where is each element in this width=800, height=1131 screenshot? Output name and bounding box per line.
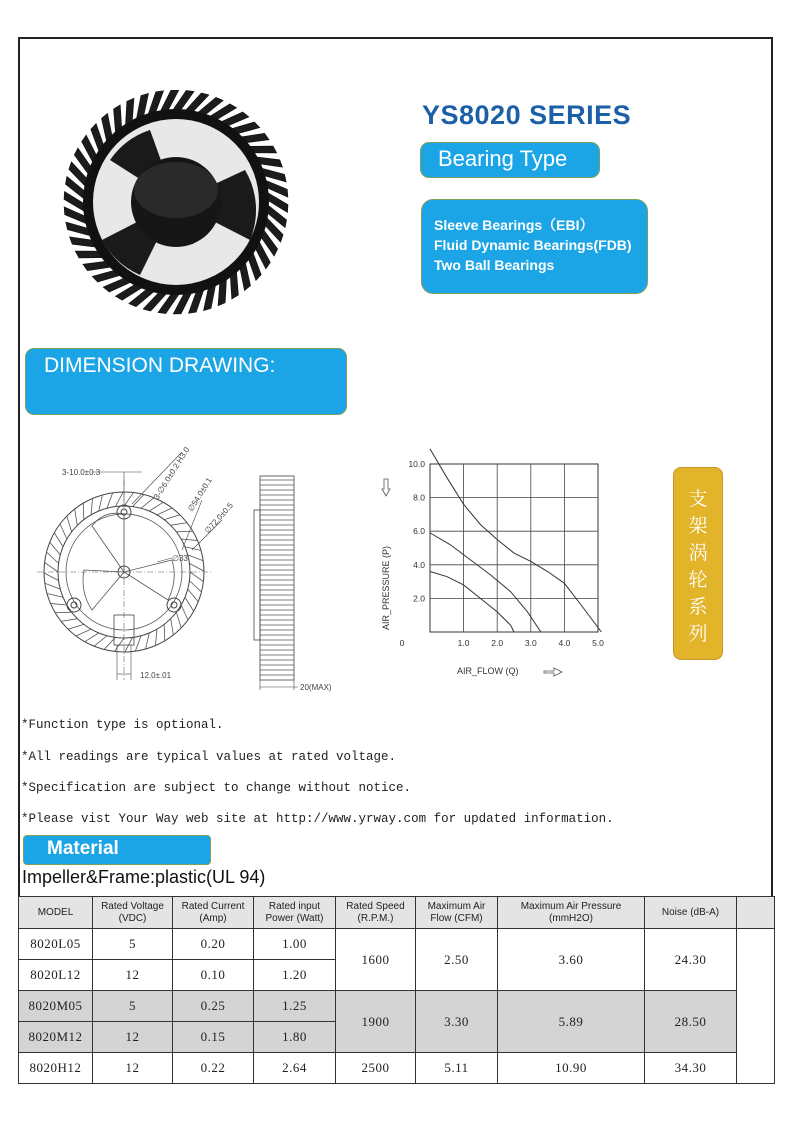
material-text: Impeller&Frame:plastic(UL 94) <box>22 867 266 887</box>
note-website: *Please vist Your Way web site at http://www.yrway.com for updated information. <box>21 812 614 826</box>
cell-current: 0.20 <box>173 929 254 960</box>
drawing-tooth <box>76 629 91 636</box>
drawing-tooth <box>149 502 163 511</box>
chinese-series-label <box>673 467 723 660</box>
cell-voltage: 5 <box>93 991 173 1022</box>
dim-label-72: ∅72.0±0.5 <box>202 501 235 536</box>
fan-product-image <box>40 90 310 315</box>
cell-power: 1.80 <box>254 1022 336 1053</box>
dimension-drawing-heading: DIMENSION DRAWING: <box>25 348 347 415</box>
cell-noise: 34.30 <box>645 1053 737 1084</box>
curve-series-3 <box>430 449 601 632</box>
header-cell-empty <box>737 897 775 929</box>
table-header-row <box>19 897 775 929</box>
cell-voltage: 12 <box>93 1053 173 1084</box>
cell-flow: 3.30 <box>416 991 498 1053</box>
header-cell: Rated input Power (Watt) <box>254 897 336 929</box>
dimension-drawing <box>32 440 362 702</box>
x-tick-label: 0 <box>399 638 405 648</box>
cn-char: 支 <box>688 488 708 510</box>
drawing-tooth <box>135 636 141 651</box>
y-tick-label: 2.0 <box>413 593 425 604</box>
drawing-tooth <box>176 531 192 532</box>
drawing-tooth <box>155 629 157 645</box>
dim-label-54: ∅54.0±0.1 <box>186 476 214 514</box>
y-tick-label: 10.0 <box>408 459 425 469</box>
dim-label-33: ∅33 <box>172 554 188 563</box>
cn-char: 列 <box>688 623 708 645</box>
header-cell: Maximum Air Pressure (mmH2O) <box>498 897 645 929</box>
drawing-tooth <box>164 515 180 520</box>
cell-current: 0.25 <box>173 991 254 1022</box>
drawing-tooth <box>133 495 144 507</box>
cell-flow: 5.11 <box>416 1053 498 1084</box>
dim-label-20max: 20(MAX) <box>300 683 332 692</box>
note-readings: *All readings are typical values at rated voltage. <box>21 750 397 764</box>
cell-model: 8020H12 <box>19 1053 93 1084</box>
bearing-item-ball: Two Ball Bearings <box>434 257 555 273</box>
cn-char: 轮 <box>688 569 708 591</box>
cell-flow: 2.50 <box>416 929 498 991</box>
cell-voltage: 12 <box>93 1022 173 1053</box>
cell-current: 0.10 <box>173 960 254 991</box>
cell-power: 1.20 <box>254 960 336 991</box>
drawing-tooth <box>47 594 63 598</box>
drawing-tooth <box>54 533 63 547</box>
header-cell: MODEL <box>19 897 93 929</box>
cell-noise: 28.50 <box>645 991 737 1053</box>
drawing-tooth <box>146 633 150 649</box>
drawing-tooth <box>115 492 123 507</box>
y-tick-label: 8.0 <box>413 492 425 503</box>
cn-char: 系 <box>688 596 708 618</box>
drawing-tooth <box>68 624 84 629</box>
drawing-tooth <box>45 562 58 572</box>
drawing-tooth <box>50 603 66 605</box>
curve-series-2 <box>430 533 541 632</box>
table-row <box>19 991 775 1022</box>
y-tick-label: 6.0 <box>413 526 425 537</box>
table-row <box>19 1053 775 1084</box>
drawing-tooth <box>171 523 187 526</box>
table-row <box>19 929 775 960</box>
header-cell: Rated Voltage (VDC) <box>93 897 173 929</box>
drawing-tooth <box>85 633 99 642</box>
cell-voltage: 5 <box>93 929 173 960</box>
cell-speed: 1600 <box>336 929 416 991</box>
drawing-tooth <box>44 573 59 581</box>
drawing-tooth <box>75 509 78 525</box>
drawing-tooth <box>67 516 72 532</box>
chart-x-axis-label: AIR_FLOW (Q) <box>457 666 519 676</box>
cell-model: 8020M05 <box>19 991 93 1022</box>
note-function-type: *Function type is optional. <box>21 718 224 732</box>
drawing-tooth <box>188 555 203 561</box>
drawing-tooth <box>141 498 154 508</box>
x-tick-label: 3.0 <box>524 638 537 648</box>
series-title: YS8020 SERIES <box>422 100 632 130</box>
y-tick-label: 4.0 <box>413 559 425 570</box>
drawing-tooth <box>189 581 201 592</box>
cell-power: 2.64 <box>254 1053 336 1084</box>
bearing-item-fdb: Fluid Dynamic Bearings(FDB) <box>434 237 632 253</box>
bearing-item-sleeve: Sleeve Bearings（EBI） <box>434 217 594 233</box>
performance-chart <box>372 446 632 686</box>
drawing-tooth <box>60 524 67 539</box>
drawing-tooth <box>83 503 84 519</box>
dim-label-12: 12.0±.01 <box>140 671 172 680</box>
cell-current: 0.15 <box>173 1022 254 1053</box>
cell-power: 1.00 <box>254 929 336 960</box>
material-heading: Material <box>23 835 211 865</box>
cell-power: 1.25 <box>254 991 336 1022</box>
drawing-tooth <box>94 636 107 646</box>
cell-model: 8020M12 <box>19 1022 93 1053</box>
x-tick-label: 1.0 <box>457 638 470 648</box>
cell-model: 8020L12 <box>19 960 93 991</box>
cn-char: 涡 <box>688 542 708 564</box>
drawing-tooth <box>55 612 71 613</box>
side-view <box>254 476 298 690</box>
drawing-tooth <box>45 583 60 589</box>
curve-series-1 <box>430 572 514 632</box>
x-tick-label: 5.0 <box>592 638 604 648</box>
chart-y-axis-label: AIR_PRESSURE (P) <box>381 545 391 630</box>
cell-pressure: 3.60 <box>498 929 645 991</box>
x-tick-label: 2.0 <box>491 638 504 648</box>
bearing-type-heading: Bearing Type <box>420 142 600 178</box>
drawing-tooth <box>164 624 165 640</box>
bearing-list <box>421 199 648 294</box>
header-cell: Rated Speed (R.P.M.) <box>336 897 416 929</box>
dim-label-holes: 3-10.0±0.3 <box>62 468 101 477</box>
drawing-tooth <box>107 493 113 508</box>
drawing-tooth <box>181 539 197 541</box>
right-arrow-icon <box>544 668 562 676</box>
drawing-tooth <box>176 612 181 628</box>
cell-pressure: 10.90 <box>498 1053 645 1084</box>
up-arrow-icon <box>382 479 390 496</box>
drawing-tooth <box>181 605 188 620</box>
drawing-tooth <box>99 495 103 511</box>
x-tick-label: 4.0 <box>558 638 571 648</box>
drawing-tooth <box>185 597 194 611</box>
cell-model: 8020L05 <box>19 929 93 960</box>
header-cell: Maximum Air Flow (CFM) <box>416 897 498 929</box>
cell-noise: 24.30 <box>645 929 737 991</box>
drawing-tooth <box>190 572 203 582</box>
header-cell: Noise (dB-A) <box>645 897 737 929</box>
cell-pressure: 5.89 <box>498 991 645 1053</box>
dim-label-hole-dia: 3-∅6.0±0.2 H3.0 <box>152 445 192 502</box>
drawing-tooth <box>171 619 174 635</box>
cell-speed: 2500 <box>336 1053 416 1084</box>
drawing-tooth <box>61 619 77 622</box>
cell-empty <box>737 929 775 1084</box>
drawing-tooth <box>50 542 60 555</box>
drawing-tooth <box>189 563 204 571</box>
cn-char: 架 <box>688 515 708 537</box>
drawing-tooth <box>157 508 172 515</box>
drawing-tooth <box>91 498 93 514</box>
cell-speed: 1900 <box>336 991 416 1053</box>
drawing-tooth <box>188 589 198 602</box>
cell-current: 0.22 <box>173 1053 254 1084</box>
drawing-tooth <box>47 552 59 563</box>
spec-table <box>18 896 775 1084</box>
note-specification: *Specification are subject to change without notice. <box>21 781 412 795</box>
cell-voltage: 12 <box>93 960 173 991</box>
header-cell: Rated Current (Amp) <box>173 897 254 929</box>
